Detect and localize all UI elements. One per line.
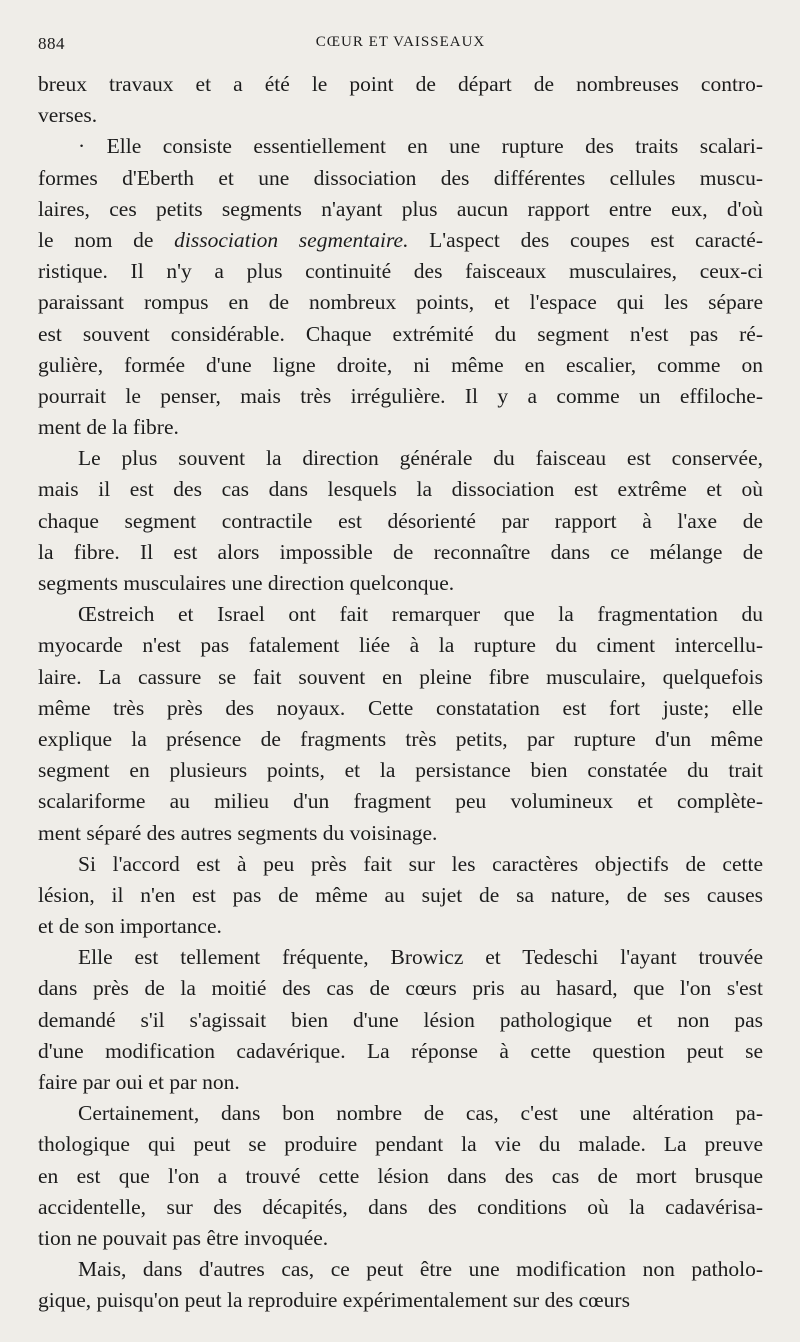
text-line: paraissant rompus en de nombreux points, et l'espace qui les sépare [38, 290, 763, 315]
text-line: thologique qui peut se produire pendant la vie du malade. La preuve [38, 1132, 763, 1157]
text-line: myocarde n'est pas fatalement liée à la rupture du ciment intercellu- [38, 633, 763, 658]
text-line: segments musculaires une direction quelconque. [38, 571, 455, 595]
text-line: ment séparé des autres segments du voisinage. [38, 820, 438, 845]
text-line: scalariforme au milieu d'un fragment peu volumineux et complète- [38, 789, 763, 814]
text-line: la fibre. Il est alors impossible de reconnaître dans ce mélange de [38, 539, 763, 564]
text-line: demandé s'il s'agissait bien d'une lésion pathologique et non pas [38, 1007, 763, 1032]
text-line: mais il est des cas dans lesquels la dissociation est extrême et où [38, 477, 763, 502]
paragraph [38, 942, 763, 1098]
page-header [38, 34, 763, 58]
text-line: explique la présence de fragments très petits, par rupture d'un même [38, 726, 763, 751]
text-line: en est que l'on a trouvé cette lésion dans des cas de mort brusque [38, 1163, 763, 1188]
running-title: CŒUR ET VAISSEAUX [315, 34, 486, 50]
text-line: même très près des noyaux. Cette constatation est fort juste; elle [38, 695, 763, 720]
text-line: et de son importance. [38, 914, 222, 939]
paragraph [38, 69, 763, 131]
paragraph [38, 1254, 763, 1316]
text-line: accidentelle, sur des décapités, dans des conditions où la cadavérisa- [38, 1194, 763, 1219]
italic-term: dissociation segmentaire. [174, 227, 409, 252]
text-line: dans près de la moitié des cas de cœurs pris au hasard, que l'on s'est [38, 976, 763, 1001]
text-line: Elle est tellement fréquente, Browicz et Tedeschi l'ayant trouvée [78, 945, 763, 970]
text-line: ristique. Il n'y a plus continuité des faisceaux musculaires, ceux-ci [38, 259, 763, 284]
text-line: breux travaux et a été le point de départ de nombreuses contro- [38, 72, 763, 96]
text-line: gulière, formée d'une ligne droite, ni même en escalier, comme on [38, 352, 763, 377]
paragraph [38, 1098, 763, 1254]
text-line: verses. [38, 103, 98, 128]
text-line: gique, puisqu'on peut la reproduire expérimentalement sur des cœurs [38, 1288, 630, 1313]
text-line: Le plus souvent la direction générale du faisceau est conservée, [78, 446, 763, 471]
text-line: lésion, il n'en est pas de même au sujet de sa nature, de ses causes [38, 882, 763, 907]
text-line: est souvent considérable. Chaque extrémité du segment n'est pas ré- [38, 321, 763, 346]
text-line: Si l'accord est à peu près fait sur les caractères objectifs de cette [78, 851, 763, 876]
paragraph [38, 599, 763, 849]
page-number: 884 [38, 34, 65, 53]
text-line: tion ne pouvait pas être invoquée. [38, 1225, 329, 1250]
text-line: · Elle consiste essentiellement en une rupture des traits scalari- [78, 134, 763, 159]
text-line: faire par oui et par non. [38, 1070, 240, 1094]
text-line: segment en plusieurs points, et la persistance bien constatée du trait [38, 758, 763, 783]
text-line: d'une modification cadavérique. La réponse à cette question peut se [38, 1038, 763, 1063]
text-line: formes d'Eberth et une dissociation des différentes cellules muscu- [38, 165, 763, 190]
text-line: laire. La cassure se fait souvent en pleine fibre musculaire, quelquefois [38, 664, 763, 689]
text-line: le nom de dissociation segmentaire. L'aspect des coupes est caracté- [38, 227, 763, 252]
text-line: Mais, dans d'autres cas, ce peut être une modification non patholo- [78, 1257, 763, 1282]
paragraph [38, 443, 763, 599]
text-line: ment de la fibre. [38, 415, 179, 440]
text-line: Certainement, dans bon nombre de cas, c'est une altération pa- [78, 1101, 763, 1126]
paragraph [38, 131, 763, 443]
text-line: pourrait le penser, mais très irrégulière. Il y a comme un effiloche- [38, 383, 763, 408]
text-line: laires, ces petits segments n'ayant plus aucun rapport entre eux, d'où [38, 196, 763, 221]
text-line: Œstreich et Israel ont fait remarquer que la fragmentation du [78, 602, 763, 627]
body-text [38, 69, 763, 1317]
text-line: chaque segment contractile est désorienté par rapport à l'axe de [38, 508, 763, 533]
paragraph [38, 849, 763, 943]
